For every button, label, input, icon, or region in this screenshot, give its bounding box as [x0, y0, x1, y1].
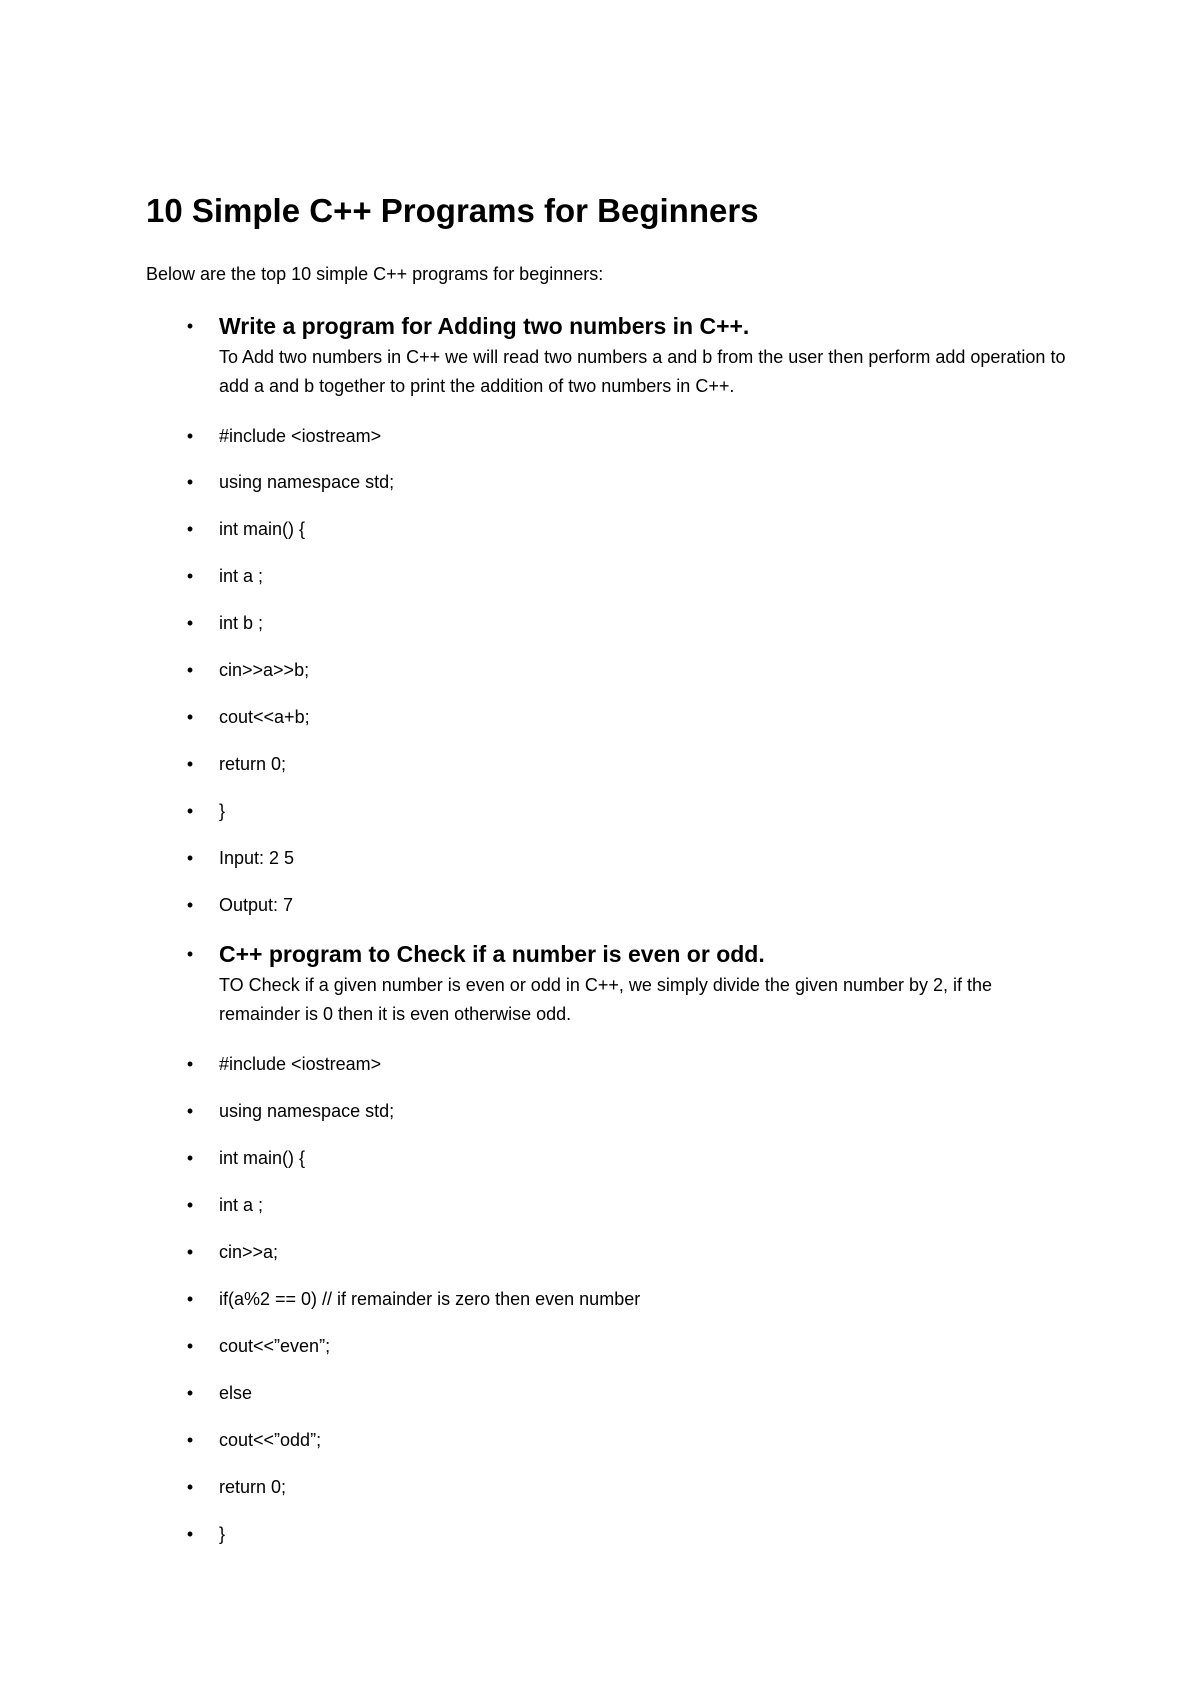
bullet: •: [186, 1524, 194, 1544]
page-title: 10 Simple C++ Programs for Beginners: [146, 192, 759, 229]
bullet: •: [186, 472, 194, 492]
code-line: cin>>a>>b;: [219, 660, 310, 680]
code-line: int main() {: [219, 1148, 306, 1168]
bullet: •: [186, 801, 194, 821]
code-line: else: [219, 1383, 253, 1403]
bullet: •: [186, 1477, 194, 1497]
code-line: int a ;: [219, 566, 264, 586]
code-line: cout<<a+b;: [219, 707, 310, 727]
bullet: •: [186, 1195, 194, 1215]
bullet: •: [186, 613, 194, 633]
example-output: Output: 7: [219, 895, 294, 915]
bullet: •: [186, 1336, 194, 1356]
code-line: #include <iostream>: [219, 1054, 382, 1074]
code-line: if(a%2 == 0) // if remainder is zero then even number: [219, 1289, 641, 1309]
bullet: •: [186, 519, 194, 539]
bullet: •: [186, 1101, 194, 1121]
bullet: •: [186, 1383, 194, 1403]
section-heading-text: C++ program to Check if a number is even or odd.: [219, 941, 765, 967]
code-line: int a ;: [219, 1195, 264, 1215]
bullet: •: [186, 754, 194, 774]
code-line: using namespace std;: [219, 1101, 395, 1121]
bullet: •: [186, 1242, 194, 1262]
bullet: •: [186, 1148, 194, 1168]
example-input: Input: 2 5: [219, 848, 295, 868]
section-heading-text: Write a program for Adding two numbers in C++.: [219, 313, 750, 339]
code-line: cout<<”even”;: [219, 1336, 331, 1356]
bullet: •: [186, 1289, 194, 1309]
bullet: •: [186, 895, 194, 915]
bullet: •: [186, 660, 194, 680]
intro-text: Below are the top 10 simple C++ programs for beginners:: [146, 264, 604, 284]
bullet: •: [186, 944, 194, 964]
code-line: int b ;: [219, 613, 264, 633]
code-line: cin>>a;: [219, 1242, 279, 1262]
section-description: TO Check if a given number is even or odd in C++, we simply divide the given number by 2, if the remainder is 0 then it is even otherwise odd.: [219, 975, 993, 1024]
section-description: To Add two numbers in C++ we will read two numbers a and b from the user then perform add operation to add a and b together to print the addition of two numbers in C++.: [219, 347, 1066, 396]
code-line: }: [219, 801, 226, 821]
code-line: return 0;: [219, 754, 287, 774]
code-line: }: [219, 1524, 226, 1544]
bullet: •: [186, 426, 194, 446]
bullet: •: [186, 566, 194, 586]
bullet: •: [186, 1054, 194, 1074]
code-line: int main() {: [219, 519, 306, 539]
bullet: •: [186, 316, 194, 336]
code-line: return 0;: [219, 1477, 287, 1497]
bullet: •: [186, 707, 194, 727]
bullet: •: [186, 1430, 194, 1450]
code-line: using namespace std;: [219, 472, 395, 492]
bullet: •: [186, 848, 194, 868]
code-line: #include <iostream>: [219, 426, 382, 446]
code-line: cout<<”odd”;: [219, 1430, 322, 1450]
